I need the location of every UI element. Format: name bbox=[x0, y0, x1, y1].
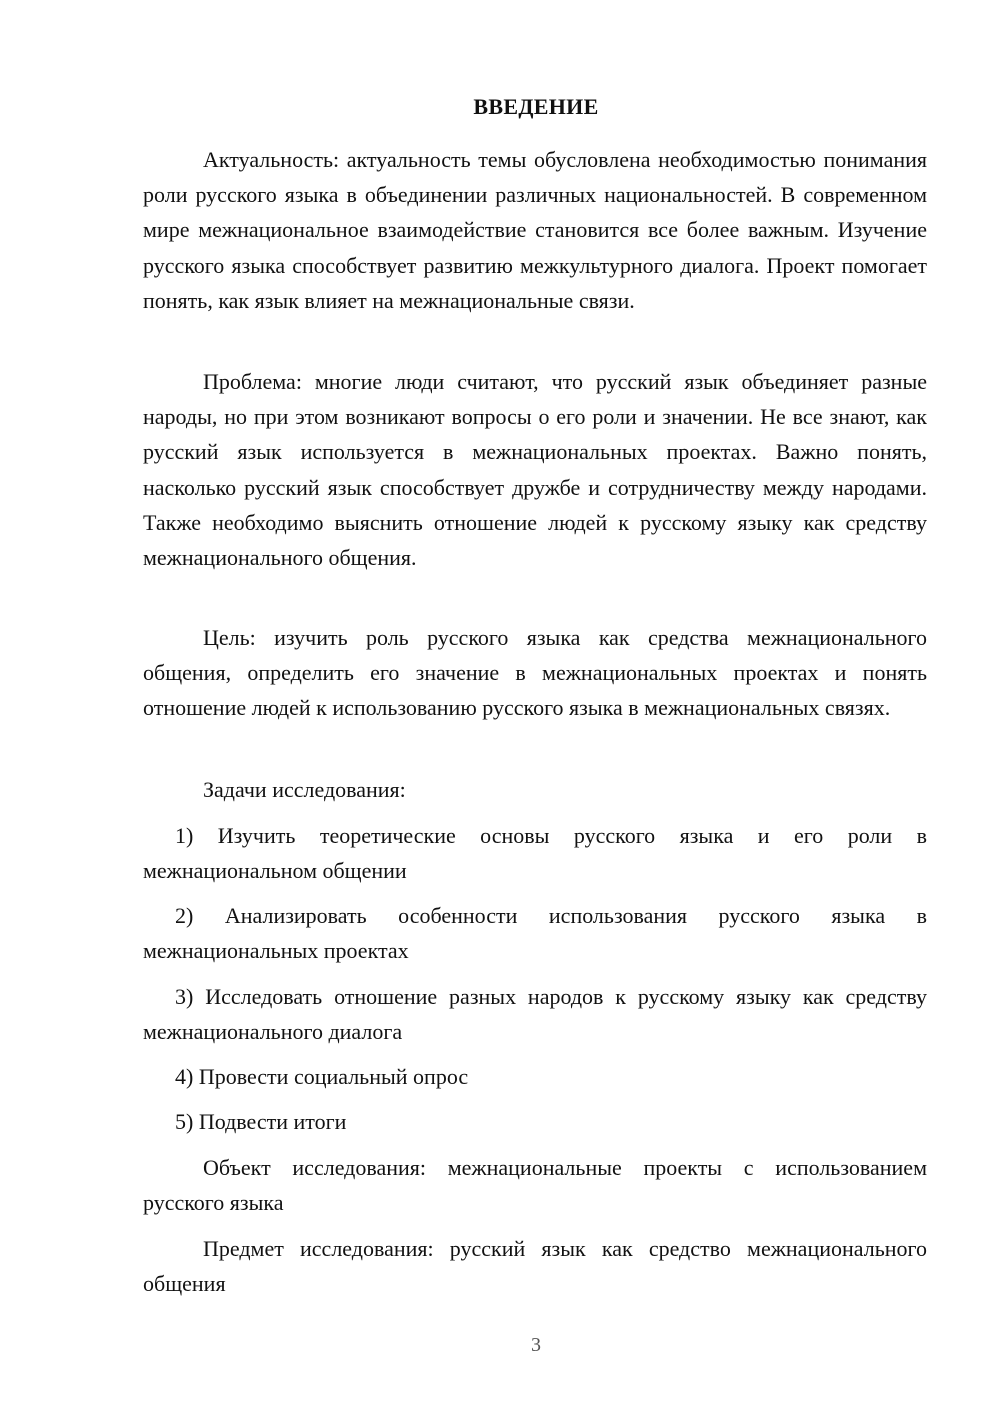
page-title: ВВЕДЕНИЕ bbox=[473, 94, 599, 119]
task-item-5: 5) Подвести итоги bbox=[175, 1109, 347, 1134]
task-item-3: 3) Исследовать отношение разных народов к русскому языку как средству межнационального диалога bbox=[143, 984, 927, 1045]
task-item-1: 1) Изучить теоретические основы русского языка и его роли в межнациональном общении bbox=[143, 823, 927, 884]
relevance-paragraph: Актуальность: актуальность темы обусловлена необходимостью понимания роли русского языка в объединении различных национальностей. В современном мире межнациональное взаимодействие становится все более важным. Изучение русского языка способствует развитию межкультурного диалога. Проект помогает понять, как язык влияет на межнациональные связи. bbox=[143, 147, 927, 313]
problem-paragraph: Проблема: многие люди считают, что русский язык объединяет разные народы, но при этом возникают вопросы о его роли и значении. Не все знают, как русский язык используется в межнациональных проектах. Важно понять, насколько русский язык способствует дружбе и сотрудничеству между народами. Также необходимо выяснить отношение людей к русскому языку как средству межнационального общения. bbox=[143, 369, 927, 571]
subject-paragraph: Предмет исследования: русский язык как средство межнационального общения bbox=[143, 1236, 927, 1297]
task-item-2: 2) Анализировать особенности использования русского языка в межнациональных проектах bbox=[143, 903, 927, 964]
page-number: 3 bbox=[531, 1334, 541, 1356]
object-paragraph: Объект исследования: межнациональные проекты с использованием русского языка bbox=[143, 1155, 927, 1216]
goal-paragraph: Цель: изучить роль русского языка как средства межнационального общения, определить его значение в межнациональных проектах и понять отношение людей к использованию русского языка в межнациональных связях. bbox=[143, 625, 927, 721]
task-item-4: 4) Провести социальный опрос bbox=[175, 1064, 469, 1089]
tasks-heading: Задачи исследования: bbox=[203, 777, 406, 802]
